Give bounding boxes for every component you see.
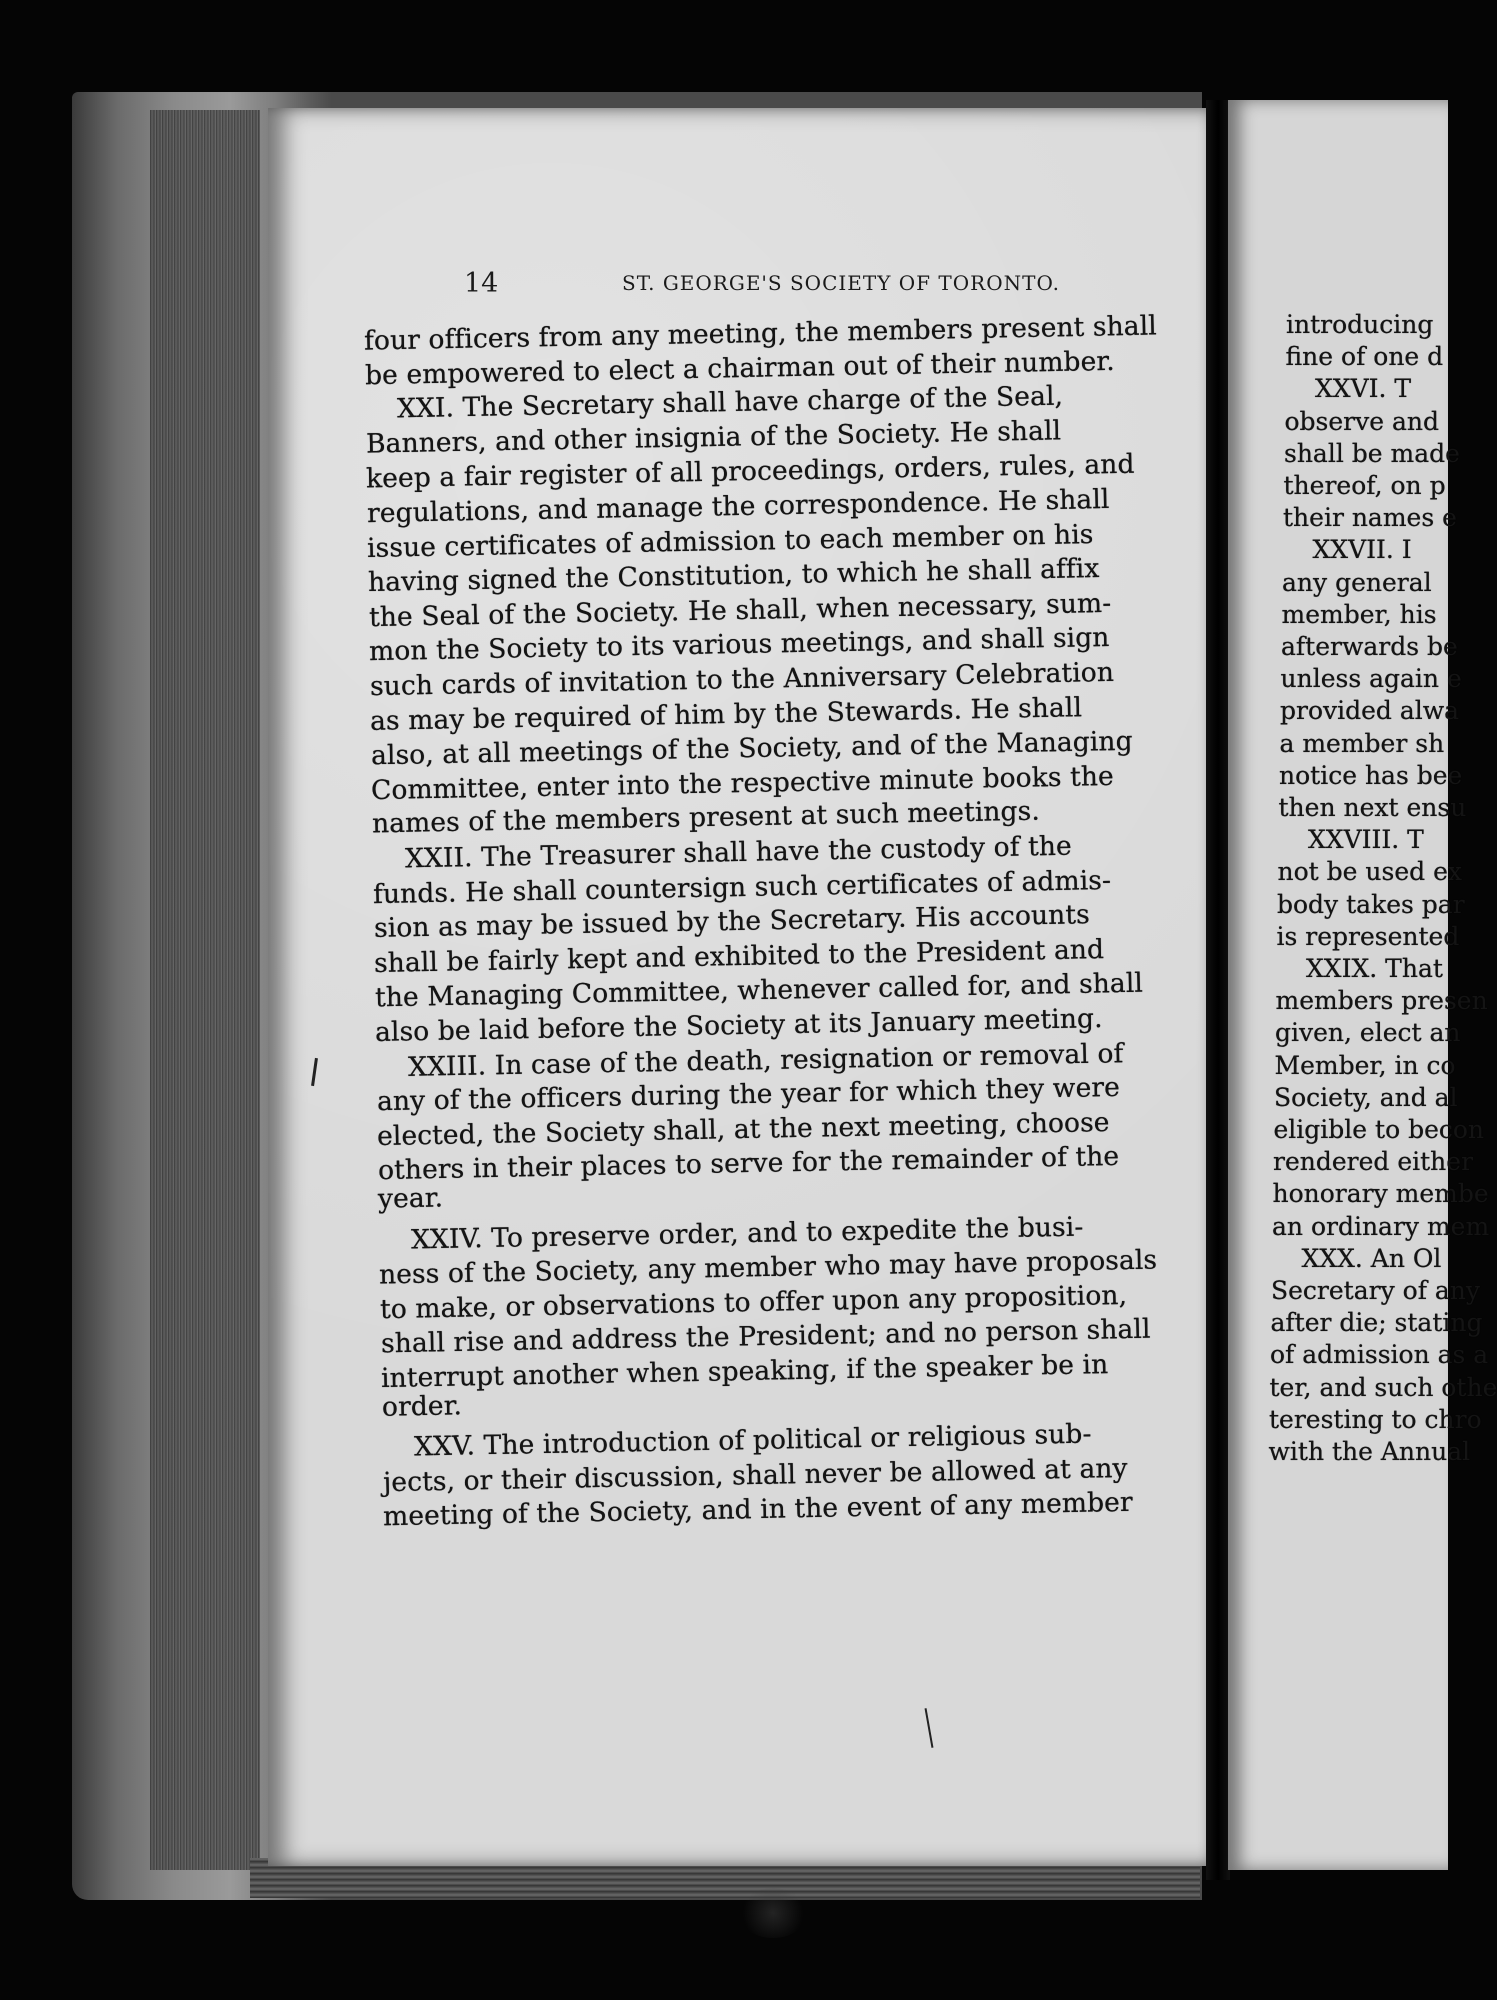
page-number: 14 <box>464 268 499 299</box>
body-text-line: XXII. The Treasurer shall have the custody of the <box>404 830 1072 875</box>
body-text-line: introducing <box>1286 310 1434 339</box>
body-text-line: after die; stating <box>1270 1308 1483 1338</box>
body-text-line: eligible to becon <box>1273 1115 1485 1144</box>
body-text-line: a member sh <box>1279 728 1445 758</box>
body-text-line: shall rise and address the President; and no person shall <box>380 1314 1151 1360</box>
body-text-line: others in their places to serve for the remainder of the <box>377 1141 1120 1187</box>
body-text-line: sion as may be issued by the Secretary. His accounts <box>373 899 1090 945</box>
margin-mark <box>311 1058 318 1086</box>
body-text-line: observe and <box>1284 406 1440 436</box>
body-text-line: four officers from any meeting, the members present shall <box>363 310 1158 357</box>
body-text-line: member, his <box>1281 599 1437 629</box>
body-text-line: given, elect an <box>1275 1018 1461 1048</box>
body-text-line: members presen <box>1275 986 1488 1016</box>
body-text-line: their names e <box>1283 503 1457 533</box>
body-text-line: meeting of the Society, and in the event of any member <box>383 1487 1134 1533</box>
body-text-line: the Managing Committee, whenever called for, and shall <box>374 968 1144 1014</box>
body-text-line: ness of the Society, any member who may have proposals <box>379 1244 1158 1291</box>
right-page <box>1228 100 1497 1870</box>
body-text-line: of admission as a <box>1270 1340 1489 1370</box>
body-text-line: then next ensu <box>1278 793 1467 822</box>
body-text-line: funds. He shall countersign such certificates of admis- <box>372 864 1112 910</box>
gutter <box>1206 100 1230 1880</box>
body-text-line: fine of one d <box>1285 342 1444 372</box>
body-text-line: XXVII. I <box>1312 535 1412 565</box>
running-head <box>464 268 1164 308</box>
body-text-line: order. <box>381 1389 463 1423</box>
body-text-line: shall be fairly kept and exhibited to the President and <box>374 933 1105 979</box>
body-text-line: unless again e <box>1280 664 1462 694</box>
body-text-line: not be used ex <box>1277 857 1462 887</box>
body-text-line: such cards of invitation to the Anniversary Celebration <box>369 656 1114 703</box>
body-text-line: XXIX. That <box>1306 954 1443 983</box>
body-text-line: Member, in co <box>1274 1050 1456 1080</box>
body-text-line: body takes par <box>1277 889 1465 919</box>
margin-mark <box>925 1708 934 1748</box>
body-text-line: thereof, on p <box>1283 471 1446 500</box>
body-text-line: Society, and al <box>1274 1082 1458 1112</box>
body-text-line: mon the Society to its various meetings, and shall sign <box>368 622 1110 668</box>
body-text-line: XXI. The Secretary shall have charge of the Seal, <box>396 380 1064 425</box>
body-text-line: as may be required of him by the Stewards. He shall <box>370 691 1083 737</box>
body-text-line: XXV. The introduction of political or religious sub- <box>414 1418 1093 1463</box>
body-text-line: year. <box>377 1182 444 1215</box>
body-text-line: with the Annual <box>1268 1437 1471 1466</box>
body-text-line: names of the members present at such meetings. <box>371 795 1041 840</box>
body-text-line: interrupt another when speaking, if the speaker be in <box>380 1349 1109 1394</box>
body-text-line: Secretary of any <box>1271 1276 1481 1305</box>
ink-smudge <box>738 1888 808 1938</box>
body-text-line: XXIII. In case of the death, resignation or removal of <box>407 1037 1124 1083</box>
body-text-line: issue certificates of admission to each member on his <box>367 518 1095 564</box>
body-text-line: the Seal of the Society. He shall, when necessary, sum- <box>368 587 1112 633</box>
body-text-line: regulations, and manage the correspondence. He shall <box>366 483 1110 530</box>
body-text-line: afterwards be <box>1281 632 1458 661</box>
body-text-line: rendered either <box>1273 1147 1474 1177</box>
body-text-line: Committee, enter into the respective minute books the <box>371 760 1115 806</box>
body-text-line: provided alwa <box>1280 696 1460 726</box>
body-text-line: XXX. An Ol <box>1301 1243 1442 1273</box>
body-text-line: notice has bee <box>1279 760 1463 790</box>
body-text-line: shall be made <box>1284 438 1460 468</box>
page-edges <box>150 110 260 1870</box>
body-text-line: is represented <box>1276 921 1460 951</box>
body-text-line: also, at all meetings of the Society, and of the Managing <box>370 725 1133 772</box>
body-text-line: be empowered to elect a chairman out of their number. <box>364 345 1115 391</box>
body-text-line: XXIV. To preserve order, and to expedite the busi- <box>410 1211 1084 1256</box>
body-text-line: to make, or observations to offer upon any proposition, <box>379 1279 1128 1325</box>
body-text-line: any of the officers during the year for which they were <box>376 1072 1120 1118</box>
body-text-line: honorary membe <box>1272 1179 1489 1209</box>
body-text-line: having signed the Constitution, to which he shall affix <box>367 553 1100 599</box>
body-text-line: teresting to chro <box>1269 1404 1482 1434</box>
body-text-line: Banners, and other insignia of the Society. He shall <box>365 415 1062 460</box>
body-text-line: XXVI. T <box>1315 374 1412 404</box>
body-text-line: elected, the Society shall, at the next meeting, choose <box>376 1106 1110 1152</box>
body-text-line: an ordinary mem <box>1272 1211 1490 1241</box>
body-text-line: keep a fair register of all proceedings, orders, rules, and <box>366 449 1136 495</box>
running-head-title: ST. GEORGE'S SOCIETY OF TORONTO. <box>622 271 1061 295</box>
body-text-line: ter, and such othe <box>1269 1372 1497 1402</box>
body-text-line: XXVIII. T <box>1308 825 1424 855</box>
body-text-line: jects, or their discussion, shall never be allowed at any <box>382 1452 1128 1498</box>
left-page <box>268 108 1213 1866</box>
body-text-line: also be laid before the Society at its January meeting. <box>375 1003 1104 1048</box>
body-text-line: any general <box>1282 567 1432 597</box>
